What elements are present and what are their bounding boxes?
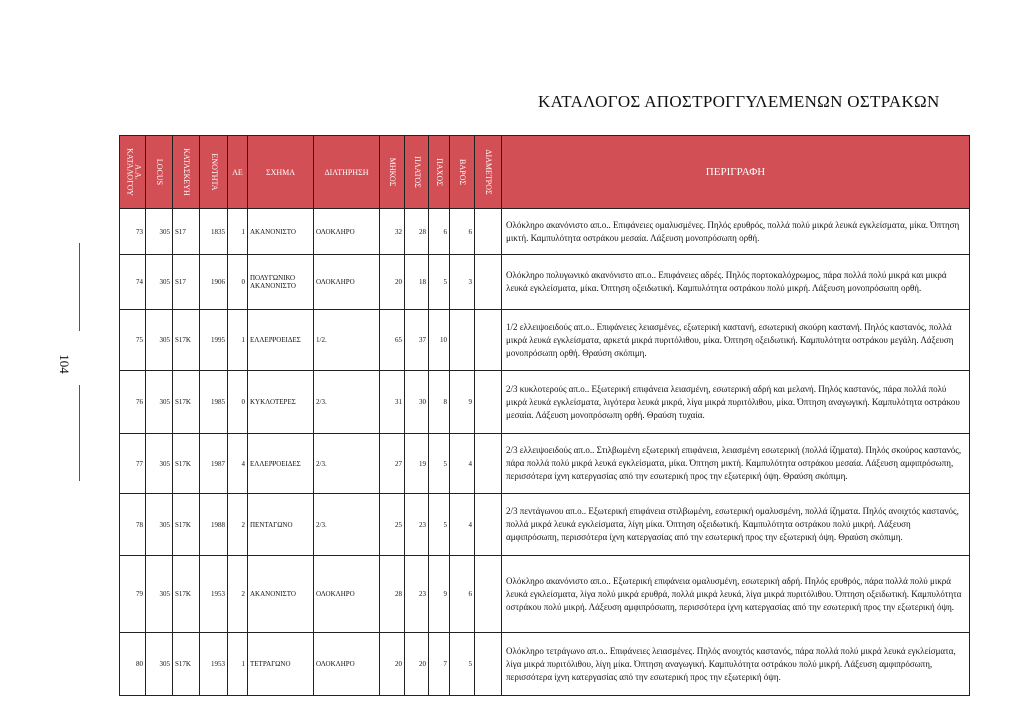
cell-pachos: 7 — [429, 633, 450, 696]
cell-diametros — [475, 494, 502, 556]
header-diametros: ΔΙΑΜΕΤΡΟΣ — [475, 136, 502, 209]
cell-pachos: 8 — [429, 371, 450, 434]
cell-varos: 3 — [450, 255, 475, 310]
cell-catalog-no: 76 — [120, 371, 146, 434]
cell-ae: 1 — [228, 310, 248, 371]
cell-locus: 305 — [146, 434, 173, 494]
cell-locus: 305 — [146, 209, 173, 255]
cell-kataskevi: S17 — [173, 255, 200, 310]
cell-diatirisi: ΟΛΟΚΛΗΡΟ — [314, 633, 380, 696]
cell-perigrafi: 2/3 κυκλοτερούς απ.ο.. Εξωτερική επιφάνεια λειασμένη, εσωτερική αδρή και μελανή. Πηλός καστανός, πάρα πολλά πολύ μικρά λευκά εγκλείσματα, λιγότερα λευκά μικρά, λίγα μικρά πυριτόλιθου, μίκα. Όπτηση αναγωγική. Καμπυλότητα οστράκου μεσαία. Λάξευση μονοπρόσωπη ορθή. Θραύση τυχαία. — [502, 371, 970, 434]
header-enotita: ΕΝΟΤΗΤΑ — [200, 136, 228, 209]
cell-enotita: 1835 — [200, 209, 228, 255]
cell-ae: 1 — [228, 209, 248, 255]
table-row — [120, 434, 970, 494]
cell-diatirisi: ΟΛΟΚΛΗΡΟ — [314, 556, 380, 633]
cell-catalog-no: 74 — [120, 255, 146, 310]
header-varos: ΒΑΡΟΣ — [450, 136, 475, 209]
cell-ae: 1 — [228, 633, 248, 696]
cell-schima: ΤΕΤΡΑΓΩΝΟ — [248, 633, 314, 696]
table-row — [120, 310, 970, 371]
page-number: 104 — [57, 354, 72, 374]
cell-diametros — [475, 556, 502, 633]
header-ae: ΑΕ — [228, 136, 248, 209]
table-row — [120, 556, 970, 633]
cell-diametros — [475, 371, 502, 434]
cell-pachos: 6 — [429, 209, 450, 255]
header-perigrafi: ΠΕΡΙΓΡΑΦΗ — [502, 136, 970, 209]
cell-diatirisi: 1/2. — [314, 310, 380, 371]
cell-kataskevi: S17K — [173, 310, 200, 371]
cell-varos: 4 — [450, 494, 475, 556]
cell-catalog-no: 78 — [120, 494, 146, 556]
cell-diatirisi: ΟΛΟΚΛΗΡΟ — [314, 255, 380, 310]
cell-schima: ΑΚΑΝΟΝΙΣΤΟ — [248, 556, 314, 633]
cell-enotita: 1953 — [200, 556, 228, 633]
cell-varos: 6 — [450, 209, 475, 255]
cell-diametros — [475, 255, 502, 310]
cell-mikos: 20 — [380, 255, 405, 310]
margin-rule-top — [79, 243, 80, 331]
cell-kataskevi: S17 — [173, 209, 200, 255]
cell-locus: 305 — [146, 371, 173, 434]
cell-ae: 0 — [228, 255, 248, 310]
cell-pachos: 9 — [429, 556, 450, 633]
cell-platos: 28 — [405, 209, 429, 255]
header-pachos: ΠΑΧΟΣ — [429, 136, 450, 209]
cell-perigrafi: Ολόκληρο ακανόνιστο απ.ο.. Επιφάνειες ομαλυσμένες. Πηλός ερυθρός, πολλά πολύ μικρά λευκά εγκλείσματα, μίκα. Όπτηση μικτή. Καμπυλότητα οστράκου μεσαία. Λάξευση μονοπρόσωπη ορθή. — [502, 209, 970, 255]
cell-ae: 0 — [228, 371, 248, 434]
cell-enotita: 1906 — [200, 255, 228, 310]
cell-diametros — [475, 209, 502, 255]
cell-ae: 4 — [228, 434, 248, 494]
cell-ae: 2 — [228, 556, 248, 633]
cell-locus: 305 — [146, 556, 173, 633]
cell-enotita: 1987 — [200, 434, 228, 494]
cell-platos: 18 — [405, 255, 429, 310]
cell-mikos: 28 — [380, 556, 405, 633]
cell-enotita: 1988 — [200, 494, 228, 556]
cell-locus: 305 — [146, 310, 173, 371]
header-catalog-no: Α.Α. ΚΑΤΑΛΟΓΟΥ — [120, 136, 146, 209]
cell-mikos: 32 — [380, 209, 405, 255]
cell-locus: 305 — [146, 255, 173, 310]
cell-diatirisi: 2/3. — [314, 494, 380, 556]
header-mikos: ΜΗΚΟΣ — [380, 136, 405, 209]
cell-diametros — [475, 434, 502, 494]
table-row — [120, 209, 970, 255]
cell-diatirisi: ΟΛΟΚΛΗΡΟ — [314, 209, 380, 255]
cell-schima: ΠΕΝΤΑΓΩΝΟ — [248, 494, 314, 556]
cell-mikos: 20 — [380, 633, 405, 696]
cell-diatirisi: 2/3. — [314, 371, 380, 434]
cell-catalog-no: 79 — [120, 556, 146, 633]
cell-schima: ΑΚΑΝΟΝΙΣΤΟ — [248, 209, 314, 255]
cell-perigrafi: 2/3 ελλειψοειδούς απ.ο.. Στιλβωμένη εξωτερική επιφάνεια, λειασμένη εσωτερική (πολλά ίζηματα). Πηλός σκούρος καστανός, πάρα πολλά πολύ μικρά λευκά εγκλείσματα, μίκα. Όπτηση μικτή. Καμπυλότητα οστράκου μεσαία. Λάξευση αμφιπρόσωπη, περισσότερα ίχνη κατεργασίας από την εσωτερική προς την εξωτερική όψη. Θραύση σκόπιμη. — [502, 434, 970, 494]
cell-pachos: 10 — [429, 310, 450, 371]
cell-platos: 19 — [405, 434, 429, 494]
cell-locus: 305 — [146, 633, 173, 696]
cell-perigrafi: Ολόκληρο πολυγωνικό ακανόνιστο απ.ο.. Επιφάνειες αδρές. Πηλός πορτοκαλόχρωμος, πάρα πολλά πολύ μικρά και μικρά λευκά εγκλείσματα, μίκα. Όπτηση οξειδωτική. Καμπυλότητα οστράκου πολύ μικρή. Λάξευση μονοπρόσωπη ορθή. — [502, 255, 970, 310]
cell-pachos: 5 — [429, 434, 450, 494]
cell-varos: 5 — [450, 633, 475, 696]
table-row — [120, 494, 970, 556]
cell-schima: ΕΛΛΕΙΨΟΕΙΔΕΣ — [248, 434, 314, 494]
header-schima: ΣΧΗΜΑ — [248, 136, 314, 209]
header-platos: ΠΛΑΤΟΣ — [405, 136, 429, 209]
header-diatirisi: ΔΙΑΤΗΡΗΣΗ — [314, 136, 380, 209]
cell-platos: 30 — [405, 371, 429, 434]
table-row — [120, 371, 970, 434]
cell-pachos: 5 — [429, 494, 450, 556]
cell-catalog-no: 73 — [120, 209, 146, 255]
cell-platos: 37 — [405, 310, 429, 371]
cell-schima: ΠΟΛΥΓΩΝΙΚΟ ΑΚΑΝΟΝΙΣΤΟ — [248, 255, 314, 310]
cell-perigrafi: 2/3 πεντάγωνου απ.ο.. Εξωτερική επιφάνεια στιλβωμένη, εσωτερική ομαλυσμένη, πολλά ίζηματα. Πηλός ανοιχτός καστανός, πολλά μικρά λευκά εγκλείσματα, λίγη μίκα. Όπτηση οξειδωτική. Καμπυλότητα οστράκου πολύ μικρή. Λάξευση αμφιπρόσωπη, περισσότερα ίχνη κατεργασίας από την εσωτερική προς την εξωτερική όψη. Θραύση σκόπιμη. — [502, 494, 970, 556]
cell-catalog-no: 77 — [120, 434, 146, 494]
cell-diametros — [475, 310, 502, 371]
cell-mikos: 25 — [380, 494, 405, 556]
page-title: ΚΑΤΑΛΟΓΟΣ ΑΠΟΣΤΡΟΓΓΥΛΕΜΕΝΩΝ ΟΣΤΡΑΚΩΝ — [538, 92, 940, 111]
header-kataskevi: ΚΑΤΑΣΚΕΥΗ — [173, 136, 200, 209]
cell-platos: 23 — [405, 556, 429, 633]
cell-enotita: 1985 — [200, 371, 228, 434]
cell-diatirisi: 2/3. — [314, 434, 380, 494]
margin-rule-bottom — [79, 385, 80, 481]
cell-perigrafi: 1/2 ελλειψοειδούς απ.ο.. Επιφάνειες λειασμένες, εξωτερική καστανή, εσωτερική σκούρη καστανή. Πηλός καστανός, πολλά μικρά λευκά εγκλείσματα, αρκετά μικρά πυριτόλιθου, μίκα. Όπτηση οξειδωτική. Καμπυλότητα οστράκου μεγάλη. Λάξευση μονοπρόσωπη ορθή. Θραύση σκόπιμη. — [502, 310, 970, 371]
cell-platos: 23 — [405, 494, 429, 556]
cell-mikos: 27 — [380, 434, 405, 494]
cell-pachos: 5 — [429, 255, 450, 310]
cell-mikos: 31 — [380, 371, 405, 434]
table-header-row — [120, 136, 970, 209]
cell-ae: 2 — [228, 494, 248, 556]
header-locus: LOCUS — [146, 136, 173, 209]
cell-kataskevi: S17K — [173, 494, 200, 556]
catalog-table — [119, 135, 970, 696]
cell-kataskevi: S17K — [173, 556, 200, 633]
cell-kataskevi: S17K — [173, 371, 200, 434]
cell-catalog-no: 75 — [120, 310, 146, 371]
cell-schima: ΚΥΚΛΟΤΕΡΕΣ — [248, 371, 314, 434]
cell-catalog-no: 80 — [120, 633, 146, 696]
cell-varos: 9 — [450, 371, 475, 434]
cell-perigrafi: Ολόκληρο τετράγωνο απ.ο.. Επιφάνειες λειασμένες. Πηλός ανοιχτός καστανός, πάρα πολλά πολύ μικρά λευκά εγκλείσματα, λίγα μικρά πυριτόλιθου, λίγη μίκα. Όπτηση αναγωγική. Καμπυλότητα οστράκου πολύ μικρή. Λάξευση αμφιπρόσωπη, περισσότερα ίχνη κατεργασίας από την εσωτερική προς την εξωτερική όψη. — [502, 633, 970, 696]
cell-perigrafi: Ολόκληρο ακανόνιστο απ.ο.. Εξωτερική επιφάνεια ομαλυσμένη, εσωτερική αδρή. Πηλός ερυθρός, πάρα πολλά πολύ μικρά λευκά εγκλείσματα, λίγα πολύ μικρά ερυθρά, πολλά μικρά λευκά, λίγα μικρά πυριτόλιθου. Όπτηση οξειδωτική. Καμπυλότητα οστράκου πολύ μικρή. Λάξευση αμφιπρόσωπη, περισσότερα ίχνη κατεργασίας από την εσωτερική προς την εξωτερική όψη. — [502, 556, 970, 633]
cell-varos: 6 — [450, 556, 475, 633]
cell-varos: 4 — [450, 434, 475, 494]
table-row — [120, 255, 970, 310]
cell-kataskevi: S17K — [173, 633, 200, 696]
cell-enotita: 1953 — [200, 633, 228, 696]
cell-varos — [450, 310, 475, 371]
cell-platos: 20 — [405, 633, 429, 696]
cell-mikos: 65 — [380, 310, 405, 371]
cell-schima: ΕΛΛΕΙΨΟΕΙΔΕΣ — [248, 310, 314, 371]
cell-diametros — [475, 633, 502, 696]
cell-kataskevi: S17K — [173, 434, 200, 494]
cell-enotita: 1995 — [200, 310, 228, 371]
table-row — [120, 633, 970, 696]
cell-locus: 305 — [146, 494, 173, 556]
